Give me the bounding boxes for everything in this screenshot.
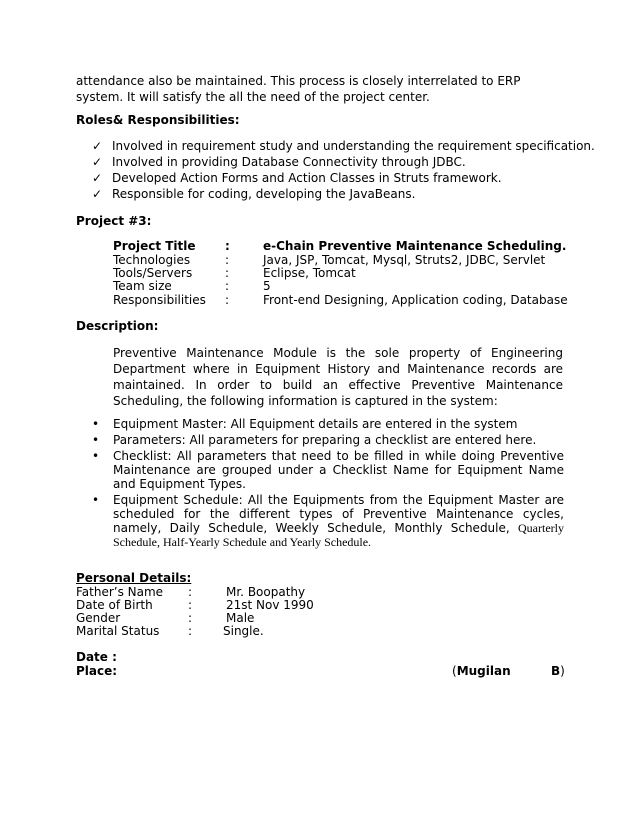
personal-value: 21st Nov 1990 bbox=[226, 598, 314, 612]
project-value: Java, JSP, Tomcat, Mysql, Struts2, JDBC, Servlet bbox=[263, 253, 546, 267]
signature-last-name: B bbox=[551, 664, 561, 678]
personal-label: Date of Birth bbox=[76, 598, 153, 612]
intro-paragraph: attendance also be maintained. This process is closely interrelated to ERP system. It will satisfy the all the need of the project center. bbox=[76, 74, 521, 104]
personal-value: Male bbox=[226, 611, 255, 625]
project-value: 5 bbox=[263, 279, 271, 293]
description-heading: Description: bbox=[76, 319, 159, 333]
list-item bbox=[92, 433, 564, 447]
project-heading: Project #3: bbox=[76, 214, 152, 228]
project-value: Front-end Designing, Application coding, Database bbox=[263, 293, 568, 307]
list-item-text-serif: Quarterly Schedule, Half-Yearly Schedule and Yearly Schedule. bbox=[113, 521, 564, 549]
checkmark-icon: ✓ bbox=[92, 139, 103, 153]
personal-details-heading: Personal Details: bbox=[76, 571, 192, 585]
project-label: Team size bbox=[113, 279, 172, 293]
bullet-icon: • bbox=[92, 493, 100, 507]
project-colon: : bbox=[225, 266, 230, 280]
list-item-text: Checklist: All parameters that need to be filled in while doing Preventive Maintenance are grouped under a Checklist Name for Equipment Name and Equipment Types. bbox=[113, 449, 564, 491]
description-paragraph: Preventive Maintenance Module is the sole property of Engineering Department where in Equipment History and Maintenance records are maintained. In order to build an effective Preventive Maintenance Scheduling, the following information is captured in the system: bbox=[113, 346, 563, 408]
signature bbox=[452, 664, 511, 678]
personal-colon: : bbox=[188, 624, 193, 638]
project-colon: : bbox=[225, 279, 230, 293]
signature-close-paren: ) bbox=[560, 664, 565, 678]
checkmark-icon: ✓ bbox=[92, 171, 103, 185]
place-label: Place: bbox=[76, 664, 118, 678]
role-item bbox=[92, 155, 466, 169]
role-item bbox=[92, 171, 502, 185]
bullet-icon: • bbox=[92, 433, 100, 447]
project-label: Technologies bbox=[113, 253, 191, 267]
project-value: e-Chain Preventive Maintenance Scheduling. bbox=[263, 239, 567, 253]
bullet-icon: • bbox=[92, 449, 100, 463]
project-value: Eclipse, Tomcat bbox=[263, 266, 356, 280]
personal-colon: : bbox=[188, 598, 193, 612]
list-item-text: Equipment Schedule: All the Equipments from the Equipment Master are scheduled for the different types of Preventive Maintenance cycles, namely, Daily Schedule, Weekly Schedule, Monthly Schedule, bbox=[113, 493, 564, 535]
list-item-text: Parameters: All parameters for preparing a checklist are entered here. bbox=[113, 433, 537, 447]
role-item bbox=[92, 139, 595, 153]
project-label: Tools/Servers bbox=[113, 266, 193, 280]
role-item bbox=[92, 187, 415, 201]
signature-end bbox=[551, 664, 565, 678]
signature-open-paren: ( bbox=[452, 664, 457, 678]
date-label: Date : bbox=[76, 650, 117, 664]
role-text: Responsible for coding, developing the JavaBeans. bbox=[112, 187, 416, 201]
project-colon: : bbox=[225, 293, 230, 307]
role-text: Developed Action Forms and Action Classes in Struts framework. bbox=[112, 171, 502, 185]
personal-value: Mr. Boopathy bbox=[226, 585, 306, 599]
project-label: Project Title bbox=[113, 239, 196, 253]
role-text: Involved in providing Database Connectivity through JDBC. bbox=[112, 155, 466, 169]
role-text: Involved in requirement study and understanding the requirement specification. bbox=[112, 139, 595, 153]
personal-colon: : bbox=[188, 585, 193, 599]
roles-heading: Roles& Responsibilities: bbox=[76, 113, 240, 127]
list-item bbox=[92, 449, 564, 491]
personal-colon: : bbox=[188, 611, 193, 625]
personal-label: Gender bbox=[76, 611, 121, 625]
bullet-icon: • bbox=[92, 417, 100, 431]
checkmark-icon: ✓ bbox=[92, 187, 103, 201]
feature-list bbox=[92, 417, 564, 551]
list-item bbox=[92, 417, 564, 431]
signature-first-name: Mugilan bbox=[456, 664, 511, 678]
project-colon: : bbox=[225, 239, 230, 253]
personal-label: Marital Status bbox=[76, 624, 160, 638]
project-label: Responsibilities bbox=[113, 293, 206, 307]
list-item-text: Equipment Master: All Equipment details are entered in the system bbox=[113, 417, 518, 431]
personal-label: Father’s Name bbox=[76, 585, 164, 599]
project-colon: : bbox=[225, 253, 230, 267]
checkmark-icon: ✓ bbox=[92, 155, 103, 169]
list-item bbox=[92, 493, 564, 549]
personal-value: Single. bbox=[223, 624, 264, 638]
